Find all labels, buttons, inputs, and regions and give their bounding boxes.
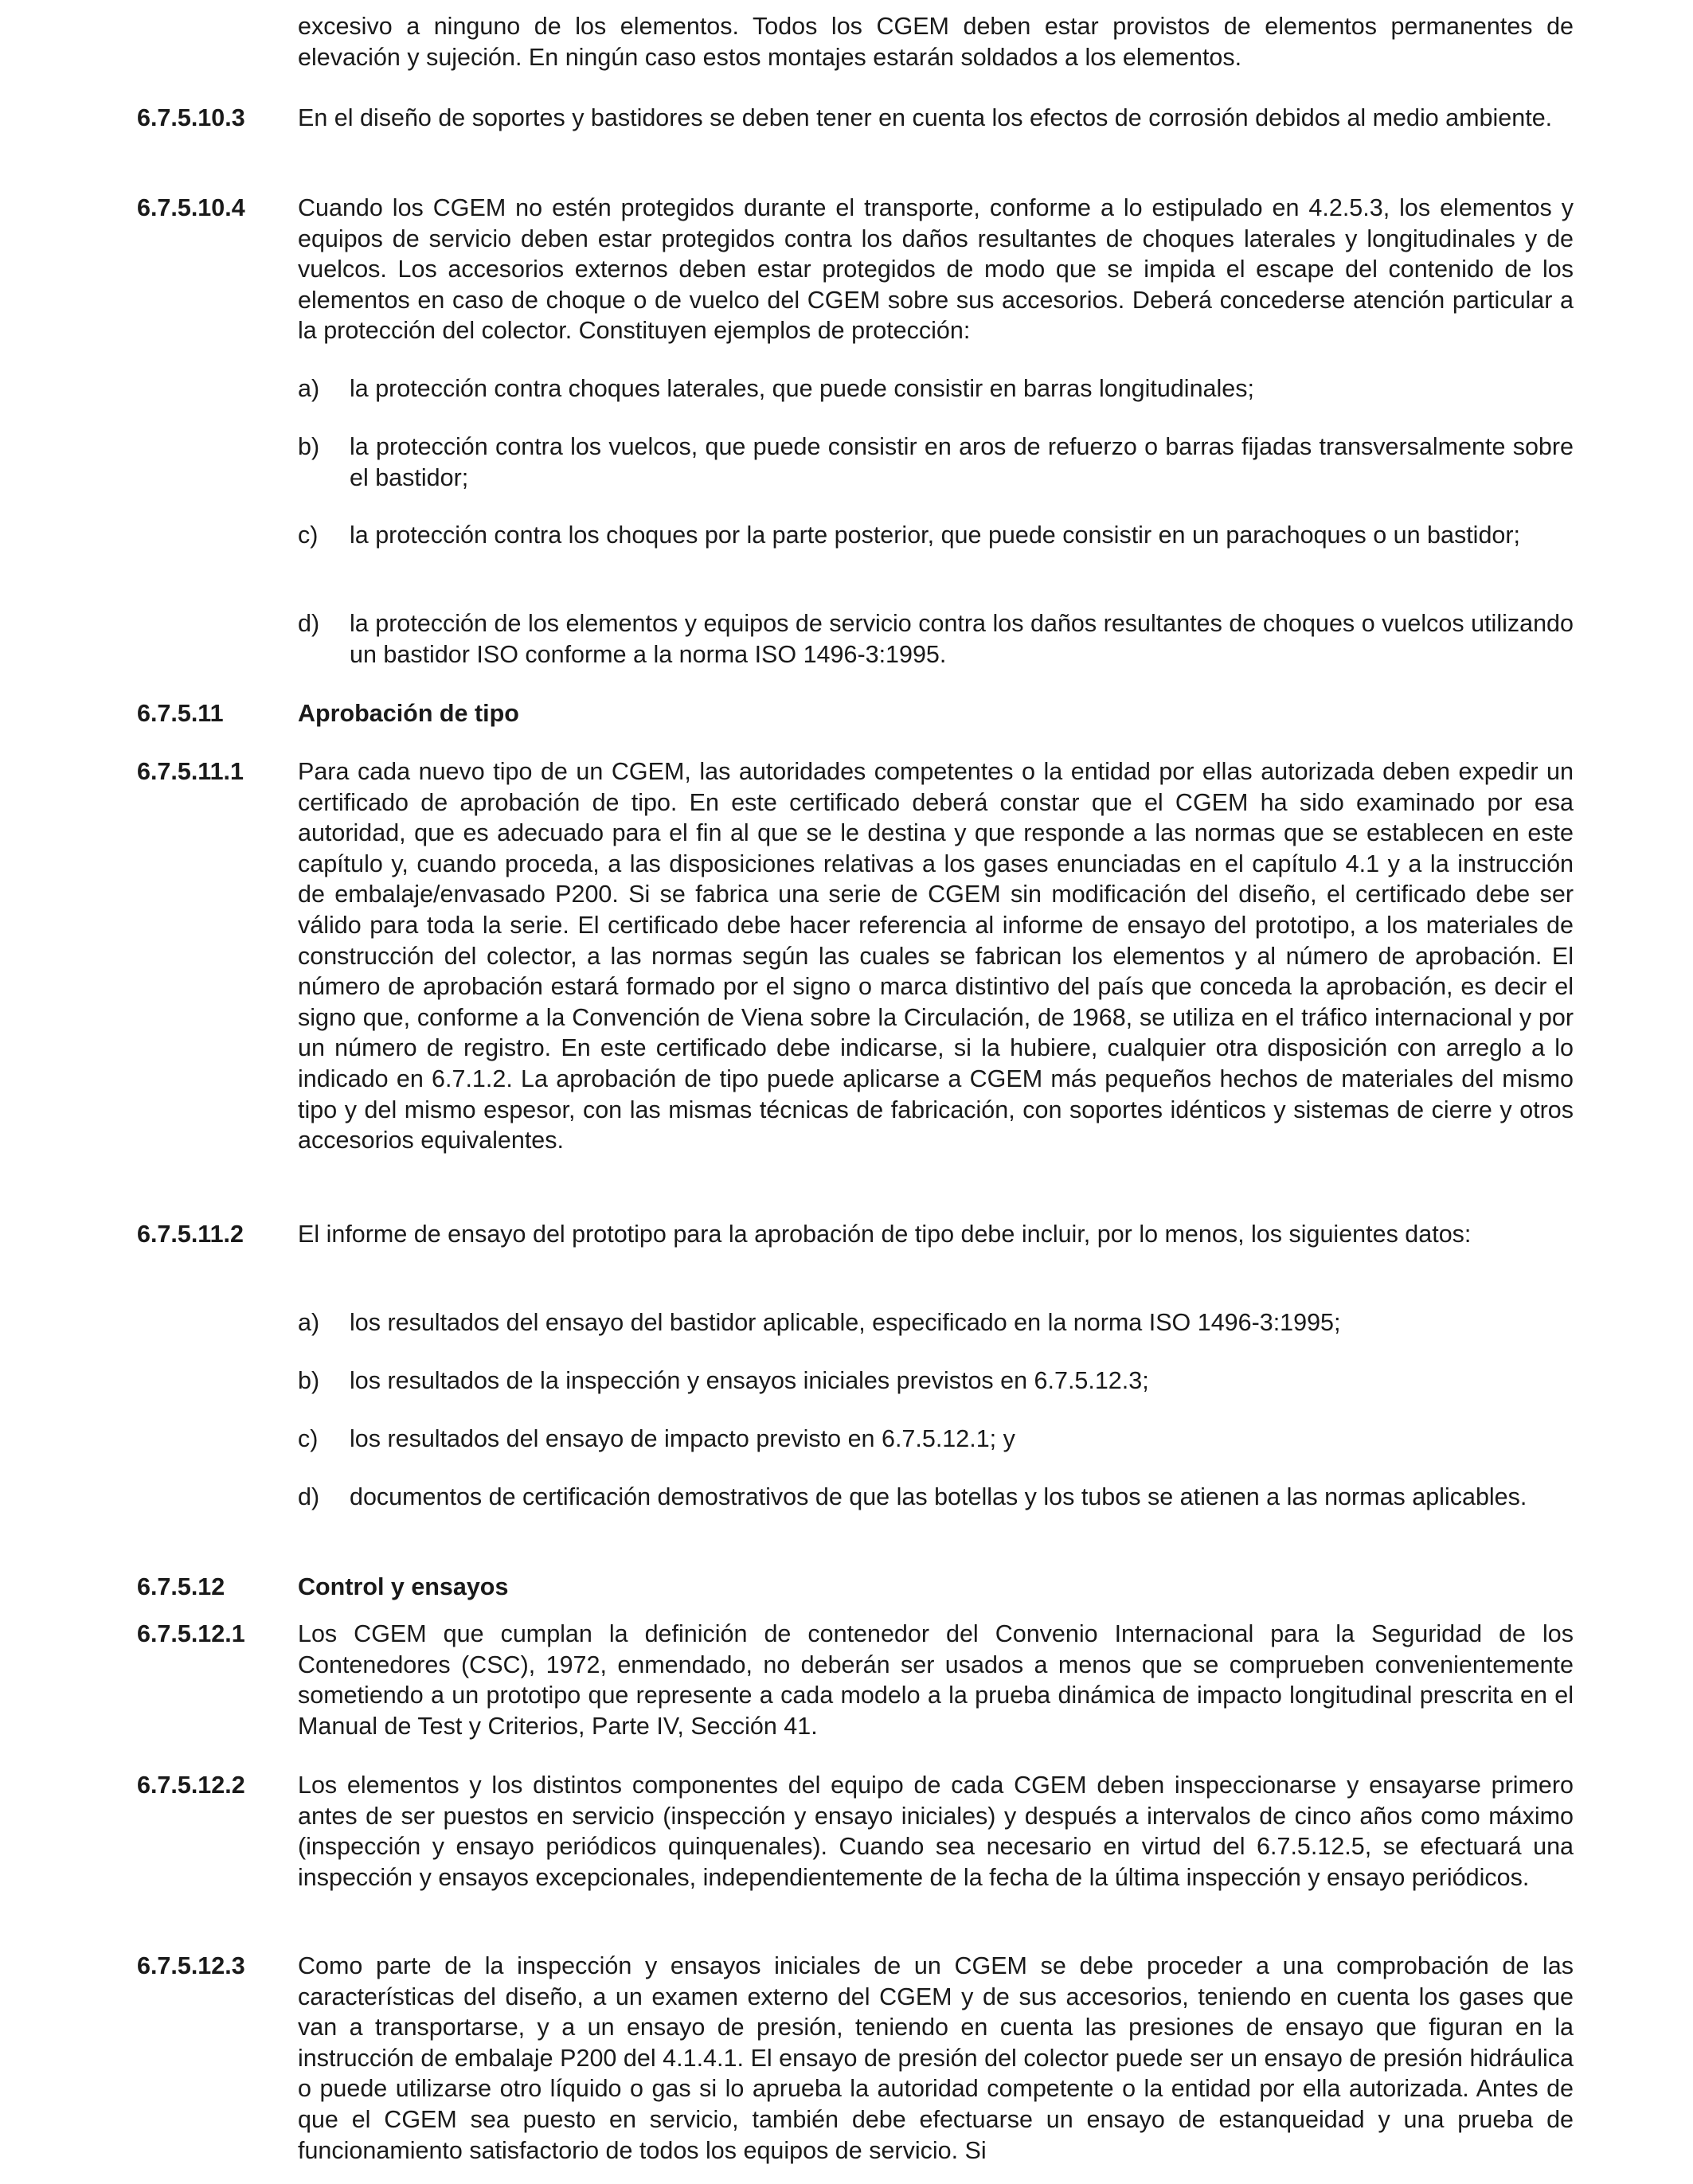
section-number: 6.7.5.10.4 (137, 194, 245, 221)
list-item-text: los resultados del ensayo del bastidor aplicable, especificado en la norma ISO 1496-3:1995; (350, 1309, 1341, 1336)
section-6-7-5-10-4 (137, 193, 1574, 346)
section-6-7-5-12-2 (137, 1770, 1574, 1893)
section-6-7-5-12-heading (137, 1572, 1574, 1603)
section-6-7-5-11-2 (137, 1219, 1574, 1250)
section-number: 6.7.5.12 (137, 1573, 225, 1600)
paragraph-text: excesivo a ninguno de los elementos. Todos los CGEM deben estar provistos de elementos permanentes de elevación y sujeción. En ningún caso estos montajes estarán soldados a los elementos. (298, 13, 1574, 71)
section-title: Control y ensayos (298, 1573, 509, 1600)
section-6-7-5-11-1 (137, 756, 1574, 1156)
section-number: 6.7.5.12.2 (137, 1772, 245, 1799)
list-item (298, 432, 1574, 493)
list-item-label: c) (298, 522, 319, 549)
list-item (298, 1307, 1574, 1338)
list-item-label: a) (298, 1309, 320, 1336)
list-item-label: c) (298, 1425, 319, 1452)
list-item-label: d) (298, 1483, 320, 1510)
list-item (298, 1424, 1574, 1455)
list-item-label: a) (298, 375, 320, 402)
section-number: 6.7.5.11.2 (137, 1221, 244, 1248)
list-item-text: la protección contra los choques por la parte posterior, que puede consistir en un parachoques o un bastidor; (350, 522, 1521, 549)
list-item-text: la protección contra choques laterales, que puede consistir en barras longitudinales; (350, 375, 1254, 402)
list-item (298, 1365, 1574, 1397)
section-text: Como parte de la inspección y ensayos iniciales de un CGEM se debe proceder a una comprobación de las características del diseño, a un examen externo del CGEM y de sus accesorios, teniendo en cuenta los gases que van a transportarse, y a un ensayo de presión, teniendo en cuenta las presiones de ensayo que figuran en la instrucción de embalaje P200 del 4.1.4.1. El ensayo de presión del colector puede ser un ensayo de presión hidráulica o puede utilizarse otro líquido o gas si lo aprueba la autoridad competente o la entidad por ella autorizada. Antes de que el CGEM sea puesto en servicio, también debe efectuarse un ensayo de estanqueidad y una prueba de funcionamiento satisfactorio de todos los equipos de servicio. Si (298, 1952, 1574, 2164)
list-item-text: la protección contra los vuelcos, que puede consistir en aros de refuerzo o barras fijadas transversalmente sobre el bastidor; (350, 433, 1574, 491)
section-6-7-5-11-heading (137, 698, 1574, 729)
list-item-label: d) (298, 610, 320, 637)
section-6-7-5-10-3 (137, 103, 1574, 134)
paragraph-continuation (137, 11, 1574, 72)
section-text: El informe de ensayo del prototipo para la aprobación de tipo debe incluir, por lo menos, los siguientes datos: (298, 1221, 1472, 1248)
list-item-label: b) (298, 1367, 320, 1394)
section-6-7-5-12-1 (137, 1619, 1574, 1741)
section-text: En el diseño de soportes y bastidores se deben tener en cuenta los efectos de corrosión debidos al medio ambiente. (298, 104, 1553, 131)
section-title: Aprobación de tipo (298, 700, 519, 727)
section-text: Cuando los CGEM no estén protegidos durante el transporte, conforme a lo estipulado en 4.2.5.3, los elementos y equipos de servicio deben estar protegidos contra los daños resultantes de choques laterales y longitudinales y de vuelcos. Los accesorios externos deben estar protegidos de modo que se impida el escape del contenido de los elementos en caso de choque o de vuelco del CGEM sobre sus accesorios. Deberá concederse atención particular a la protección del colector. Constituyen ejemplos de protección: (298, 194, 1574, 345)
section-number: 6.7.5.12.1 (137, 1620, 245, 1647)
list-item-text: los resultados del ensayo de impacto previsto en 6.7.5.12.1; y (350, 1425, 1015, 1452)
section-number: 6.7.5.11.1 (137, 758, 244, 785)
list-item-text: la protección de los elementos y equipos de servicio contra los daños resultantes de choques o vuelcos utilizando un bastidor ISO conforme a la norma ISO 1496-3:1995. (350, 610, 1574, 668)
list-item-text: documentos de certificación demostrativos de que las botellas y los tubos se atienen a las normas aplicables. (350, 1483, 1527, 1510)
list-item-label: b) (298, 433, 320, 460)
list-item-text: los resultados de la inspección y ensayos iniciales previstos en 6.7.5.12.3; (350, 1367, 1149, 1394)
section-text: Para cada nuevo tipo de un CGEM, las autoridades competentes o la entidad por ellas autorizada deben expedir un certificado de aprobación de tipo. En este certificado deberá constar que el CGEM ha sido examinado por esa autoridad, que es adecuado para el fin al que se le destina y que responde a las normas que se establecen en este capítulo y, cuando proceda, a las disposiciones relativas a los gases enunciadas en el capítulo 4.1 y a la instrucción de embalaje/envasado P200. Si se fabrica una serie de CGEM sin modificación del diseño, el certificado debe ser válido para toda la serie. El certificado debe hacer referencia al informe de ensayo del prototipo, a los materiales de construcción del colector, a las normas según las cuales se fabrican los elementos y al número de aprobación. El número de aprobación estará formado por el signo o marca distintivo del país que conceda la aprobación, es decir el signo que, conforme a la Convención de Viena sobre la Circulación, de 1968, se utiliza en el tráfico internacional y por un número de registro. En este certificado debe indicarse, si la hubiere, cualquier otra disposición con arreglo a lo indicado en 6.7.1.2. La aprobación de tipo puede aplicarse a CGEM más pequeños hechos de materiales del mismo tipo y del mismo espesor, con las mismas técnicas de fabricación, con soportes idénticos y sistemas de cierre y otros accesorios equivalentes. (298, 758, 1574, 1155)
list-item (298, 520, 1574, 551)
section-text: Los CGEM que cumplan la definición de contenedor del Convenio Internacional para la Seguridad de los Contenedores (CSC), 1972, enmendado, no deberán ser usados a menos que se comprueben convenientemente sometiendo a un prototipo que represente a cada modelo a la prueba dinámica de impacto longitudinal prescrita en el Manual de Test y Criterios, Parte IV, Sección 41. (298, 1620, 1574, 1740)
list-item (298, 1482, 1574, 1513)
list-item (298, 373, 1574, 404)
section-number: 6.7.5.12.3 (137, 1952, 245, 1979)
section-6-7-5-12-3 (137, 1951, 1574, 2166)
section-number: 6.7.5.10.3 (137, 104, 245, 131)
section-number: 6.7.5.11 (137, 700, 224, 727)
section-text: Los elementos y los distintos componentes del equipo de cada CGEM deben inspeccionarse y ensayarse primero antes de ser puestos en servicio (inspección y ensayo iniciales) y después a intervalos de cinco años como máximo (inspección y ensayo periódicos quinquenales). Cuando sea necesario en virtud del 6.7.5.12.5, se efectuará una inspección y ensayos excepcionales, independientemente de la fecha de la última inspección y ensayo periódicos. (298, 1772, 1574, 1891)
list-item (298, 608, 1574, 670)
